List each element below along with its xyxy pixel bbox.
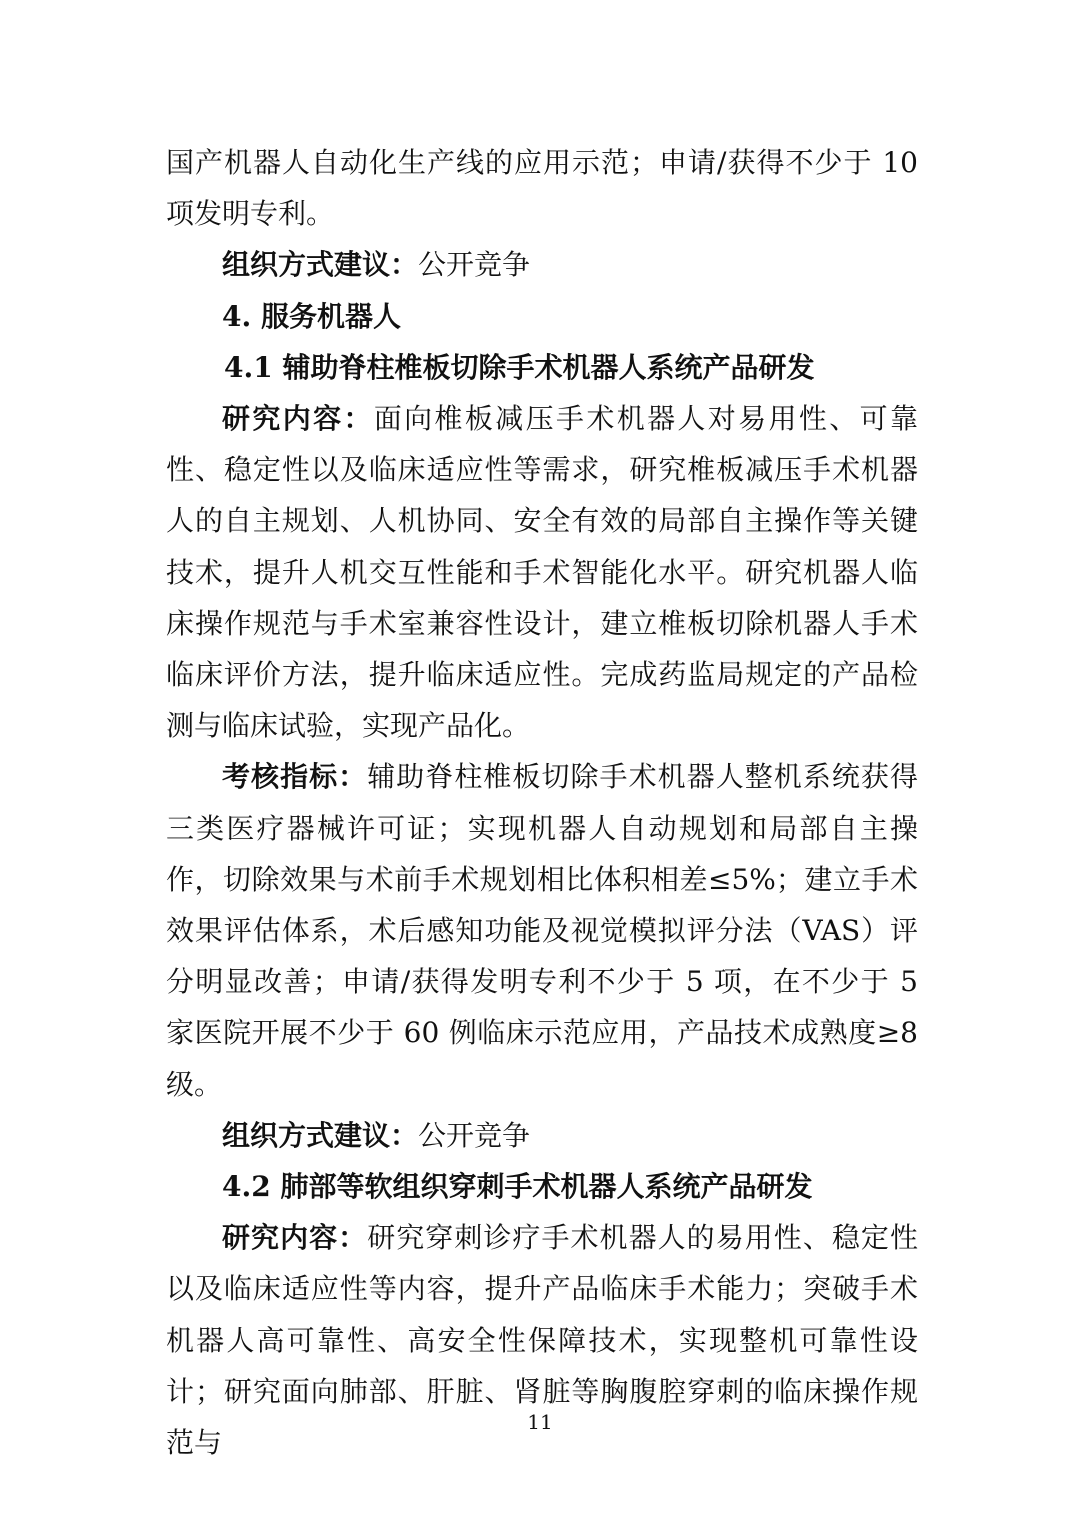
assessment-paragraph — [166, 751, 918, 1109]
continuation-paragraph: 国产机器人自动化生产线的应用示范；申请/获得不少于 10 项发明专利。 — [166, 146, 918, 231]
research-content-label: 研究内容： — [222, 402, 374, 436]
org-mode-label: 组织方式建议： — [222, 248, 419, 282]
subsection-heading: 4.2 肺部等软组织穿刺手术机器人系统产品研发 — [222, 1170, 813, 1204]
org-mode-paragraph — [166, 1110, 918, 1161]
org-mode-value: 公开竞争 — [418, 1118, 531, 1152]
subsection-heading: 4.1 辅助脊柱椎板切除手术机器人系统产品研发 — [224, 350, 815, 384]
assessment-label: 考核指标： — [222, 760, 368, 794]
section-heading: 4. 服务机器人 — [222, 299, 401, 333]
research-content-text: 面向椎板减压手术机器人对易用性、可靠性、稳定性以及临床适应性等需求，研究椎板减压手术机器人的自主规划、人机协同、安全有效的局部自主操作等关键技术，提升人机交互性能和手术智能化水平。研究机器人临床操作规范与手术室兼容性设计，建立椎板切除机器人手术临床评价方法，提升临床适应性。完成药监局规定的产品检测与临床试验，实现产品化。 — [166, 402, 918, 743]
research-content-paragraph — [166, 393, 918, 751]
research-content-label: 研究内容： — [222, 1221, 368, 1255]
assessment-text: 辅助脊柱椎板切除手术机器人整机系统获得三类医疗器械许可证；实现机器人自动规划和局部自主操作，切除效果与术前手术规划相比体积相差≤5%；建立手术效果评估体系，术后感知功能及视觉模拟评分法（VAS）评分明显改善；申请/获得发明专利不少于 5 项，在不少于 5 家医院开展不少于 60 例临床示范应用，产品技术成熟度≥8 级。 — [166, 760, 918, 1101]
org-mode-value: 公开竞争 — [418, 248, 531, 282]
document-body — [166, 137, 918, 1468]
org-mode-paragraph — [166, 239, 918, 290]
org-mode-label: 组织方式建议： — [222, 1118, 419, 1152]
page-number: 11 — [527, 1410, 553, 1434]
research-content-text: 研究穿刺诊疗手术机器人的易用性、稳定性以及临床适应性等内容，提升产品临床手术能力；突破手术机器人高可靠性、高安全性保障技术，实现整机可靠性设计；研究面向肺部、肝脏、肾脏等胸腹腔穿刺的临床操作规范与 — [166, 1221, 918, 1460]
